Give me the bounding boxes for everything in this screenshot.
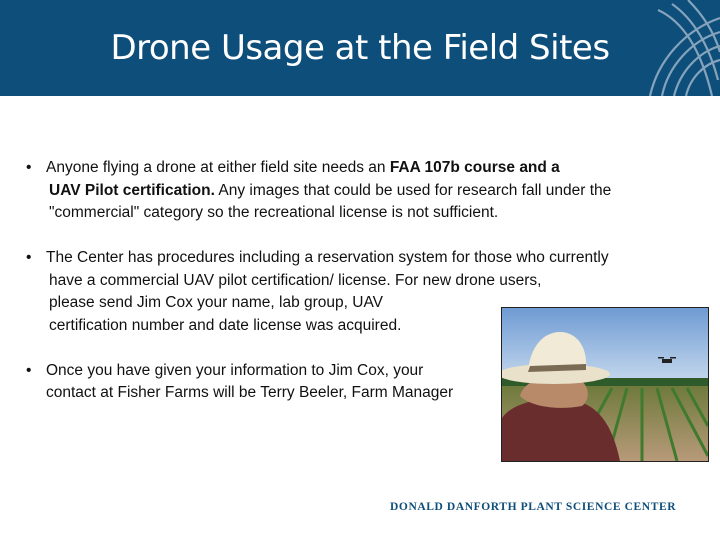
text-line [46,180,686,203]
bullet-dot: • [26,159,32,176]
text-run: Any images that could be used for research fall under the [214,181,612,199]
text-line: certification number and date license was acquired. [49,316,402,334]
title-bar [0,0,720,96]
farmer-drone-photo [501,307,709,462]
bullet-item [26,157,686,225]
text-line: Once you have given your information to Jim Cox, your [46,361,424,379]
text-line: "commercial" category so the recreational license is not sufficient. [49,204,499,221]
bullet-dot: • [26,249,32,266]
danforth-logo-icon [640,0,720,96]
text-run: Anyone flying a drone at either field site needs an [46,159,390,176]
bold-run: FAA 107b course and a [389,159,560,176]
bullet-dot: • [26,361,32,379]
text-line: contact at Fisher Farms will be Terry Beeler, Farm Manager [46,384,454,401]
slide-title: Drone Usage at the Field Sites [110,28,610,68]
bold-run: UAV Pilot certification. [49,181,215,199]
farmer-watching-drone-photo-icon [502,308,708,461]
text-line: have a commercial UAV pilot certification/ license. For new drone users, [49,271,542,289]
text-line: The Center has procedures including a reservation system for those who currently [46,249,609,266]
organization-name: DONALD DANFORTH PLANT SCIENCE CENTER [390,501,677,513]
text-line [46,157,686,180]
text-line: please send Jim Cox your name, lab group, UAV [49,294,383,311]
